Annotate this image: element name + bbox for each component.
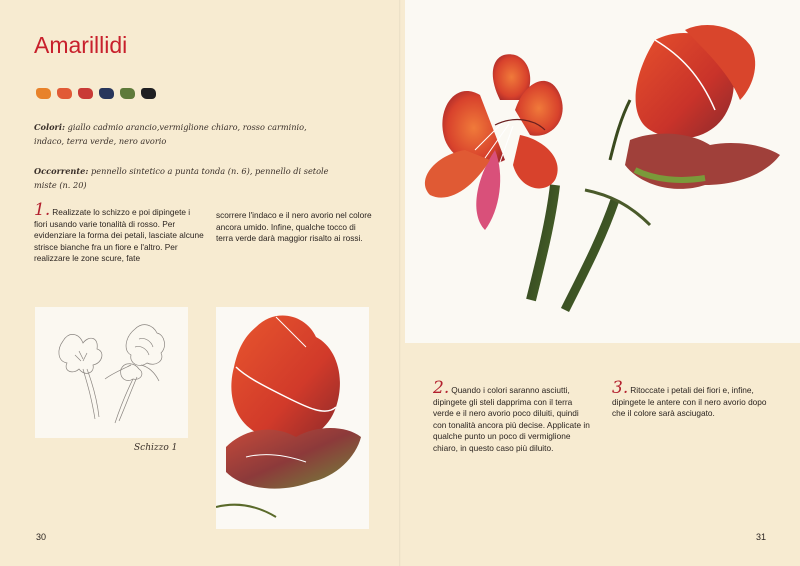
- colors-text: giallo cadmio arancio,vermiglione chiaro, rosso carminio, indaco, terra verde, nero avorio: [34, 122, 307, 146]
- step-1-text: [34, 200, 204, 265]
- step-1-continued: [216, 210, 372, 245]
- swatch-giallo-cadmio-arancio: [36, 88, 51, 99]
- color-swatches: [36, 88, 156, 99]
- materials-label: Occorrente:: [34, 166, 89, 176]
- step-2-body: Quando i colori saranno asciutti, dipingete gli steli dapprima con il terra verde e il nero avorio poco diluiti, quindi con tonalità ancora più decise. Applicate in qualche punto un poco di vermiglione chiaro, in questo caso più diluito.: [433, 385, 590, 453]
- swatch-nero-avorio: [141, 88, 156, 99]
- colors-list: [34, 120, 334, 148]
- sketch-image: [35, 307, 188, 438]
- swatch-rosso-carminio: [78, 88, 93, 99]
- step-2-text: [433, 378, 590, 454]
- step-3-number: 3.: [612, 378, 629, 398]
- step-3-body: Ritoccate i petali dei fiori e, infine, dipingete le antere con il nero avorio dopo che il colore sarà asciugato.: [612, 385, 767, 418]
- bud-detail-illustration: [216, 307, 369, 529]
- step-1-number: 1.: [34, 200, 51, 220]
- step-1-body-a: Realizzate lo schizzo e poi dipingete i fiori usando varie tonalità di rosso. Per evidenziare la forma dei petali, lasciate alcune strisce bianche fra un fiore e l'altro. Per realizzare le zone scure, fate: [34, 207, 204, 263]
- page-title: Amarillidi: [34, 32, 128, 58]
- swatch-terra-verde: [120, 88, 135, 99]
- sketch-caption: Schizzo 1: [134, 443, 178, 453]
- amaryllis-illustration: [405, 0, 800, 343]
- main-painting: [405, 0, 800, 343]
- materials-list: [34, 164, 334, 192]
- gutter-shadow: [399, 0, 401, 566]
- step-3-text: [612, 378, 772, 420]
- page-number-right: 31: [756, 532, 767, 542]
- swatch-indaco: [99, 88, 114, 99]
- sketch-drawing: [35, 307, 188, 438]
- detail-painting: [216, 307, 369, 529]
- step-1-body-b: scorrere l'indaco e il nero avorio nel colore ancora umido. Infine, qualche tocco di terra verde darà maggior risalto ai rossi.: [216, 210, 372, 243]
- step-2-number: 2.: [433, 378, 450, 398]
- colors-label: Colori:: [34, 122, 65, 132]
- swatch-vermiglione-chiaro: [57, 88, 72, 99]
- materials-text: pennello sintetico a punta tonda (n. 6), pennello di setole miste (n. 20): [34, 166, 329, 190]
- page-number-left: 30: [36, 532, 47, 542]
